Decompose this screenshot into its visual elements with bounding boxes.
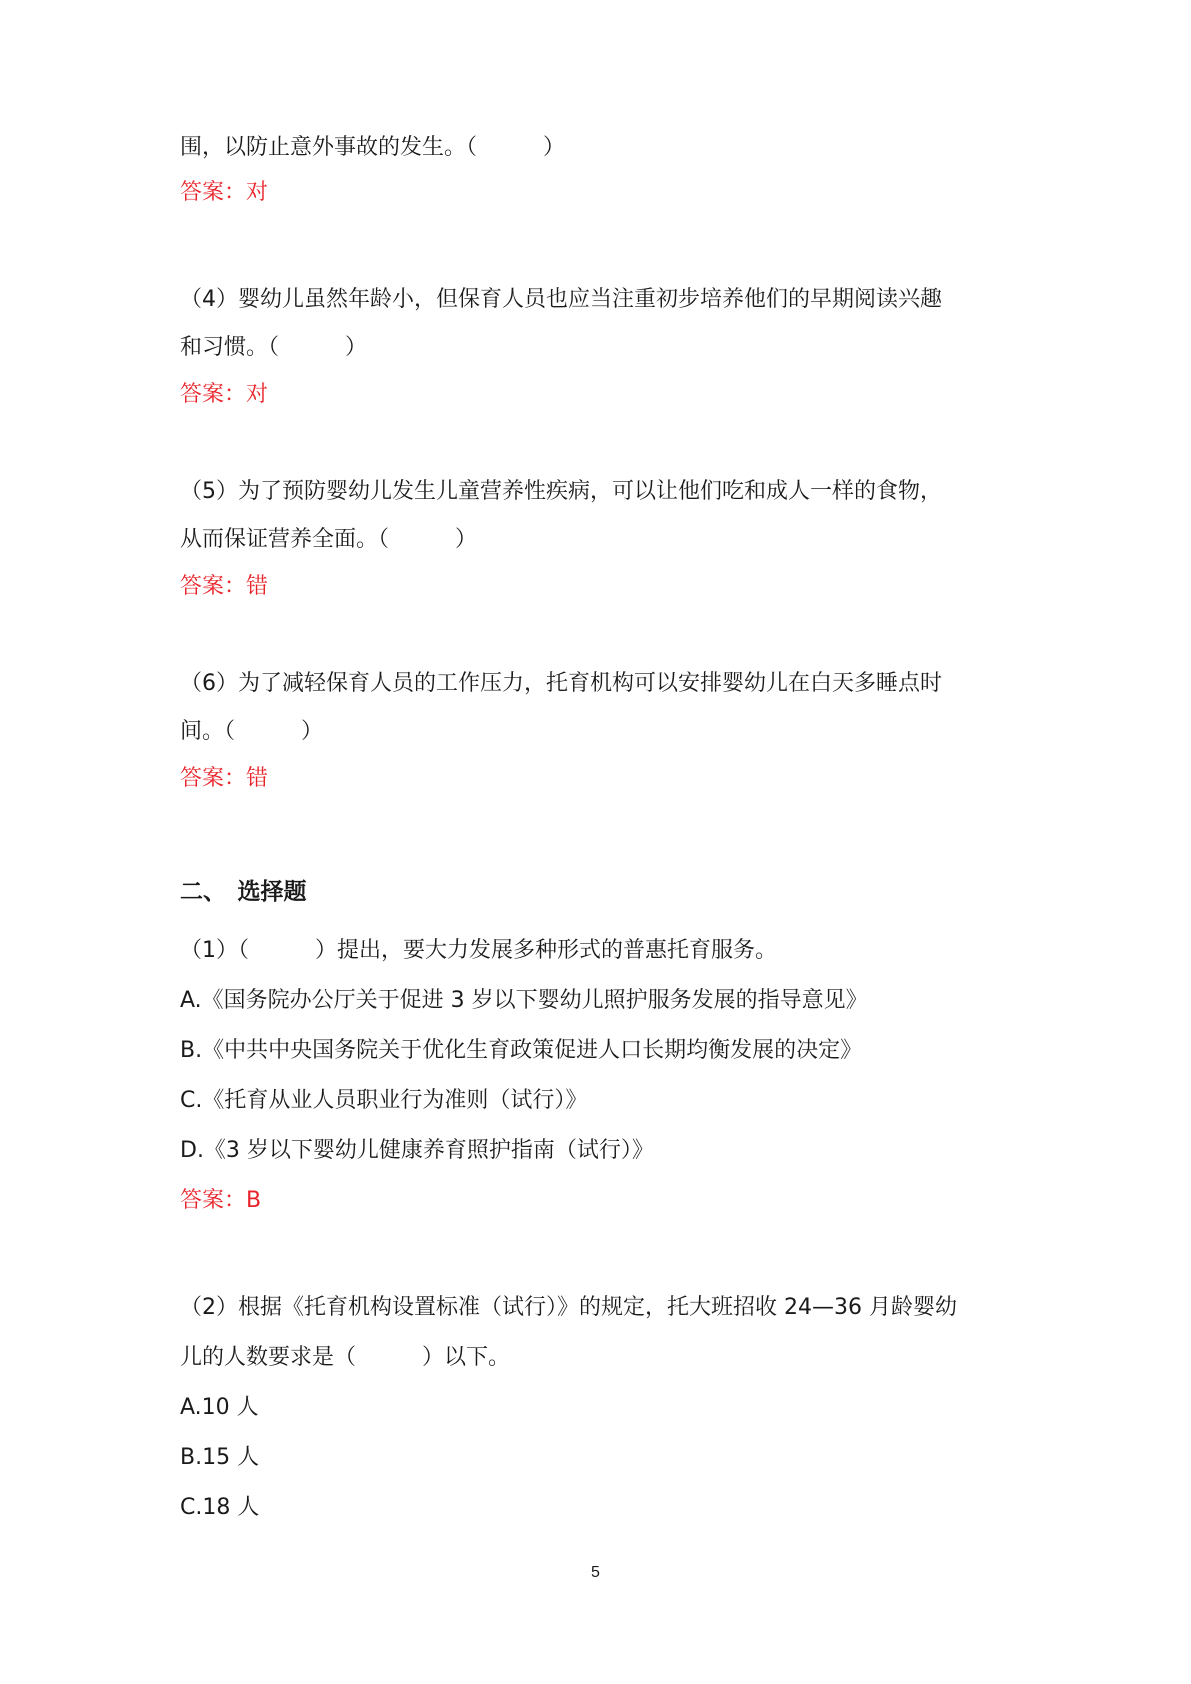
- choice-q2-option-a: A.10 人: [180, 1395, 259, 1420]
- q5-text-line-1: （5）为了预防婴幼儿发生儿童营养性疾病，可以让他们吃和成人一样的食物，: [180, 479, 942, 504]
- q4-text-line-1: （4）婴幼儿虽然年龄小，但保育人员也应当注重初步培养他们的早期阅读兴趣: [180, 287, 942, 312]
- q4-answer: 答案：对: [180, 382, 269, 407]
- q3-answer: 答案：对: [180, 180, 269, 205]
- choice-q2-option-c: C.18 人: [180, 1495, 260, 1520]
- choice-q1-option-a: A.《国务院办公厅关于促进 3 岁以下婴幼儿照护服务发展的指导意见》: [180, 988, 868, 1013]
- page-number: 5: [591, 1564, 600, 1581]
- choice-q1-option-d: D.《3 岁以下婴幼儿健康养育照护指南（试行）》: [180, 1138, 654, 1163]
- q3-continuation-text: 围，以防止意外事故的发生。（ ）: [180, 135, 566, 160]
- choice-q1-option-c: C.《托育从业人员职业行为准则（试行）》: [180, 1088, 588, 1113]
- q6-text-line-2: 间。（ ）: [180, 719, 324, 744]
- q6-text-line-1: （6）为了减轻保育人员的工作压力，托育机构可以安排婴幼儿在白天多睡点时: [180, 671, 942, 696]
- choice-q1-answer: 答案：B: [180, 1188, 262, 1213]
- q6-answer: 答案：错: [180, 766, 269, 791]
- q4-text-line-2: 和习惯。（ ）: [180, 335, 368, 360]
- choice-q1-option-b: B.《中共中央国务院关于优化生育政策促进人口长期均衡发展的决定》: [180, 1038, 863, 1063]
- choice-q2-option-b: B.15 人: [180, 1445, 260, 1470]
- choice-q2-text-line-1: （2）根据《托育机构设置标准（试行）》的规定，托大班招收 24—36 月龄婴幼: [180, 1295, 957, 1320]
- q5-text-line-2: 从而保证营养全面。（ ）: [180, 527, 478, 552]
- section-heading-choice: 二、 选择题: [180, 879, 307, 905]
- q5-answer: 答案：错: [180, 574, 269, 599]
- choice-q2-text-line-2: 儿的人数要求是（ ）以下。: [180, 1345, 511, 1370]
- choice-q1-stem: （1）（ ）提出，要大力发展多种形式的普惠托育服务。: [180, 938, 777, 963]
